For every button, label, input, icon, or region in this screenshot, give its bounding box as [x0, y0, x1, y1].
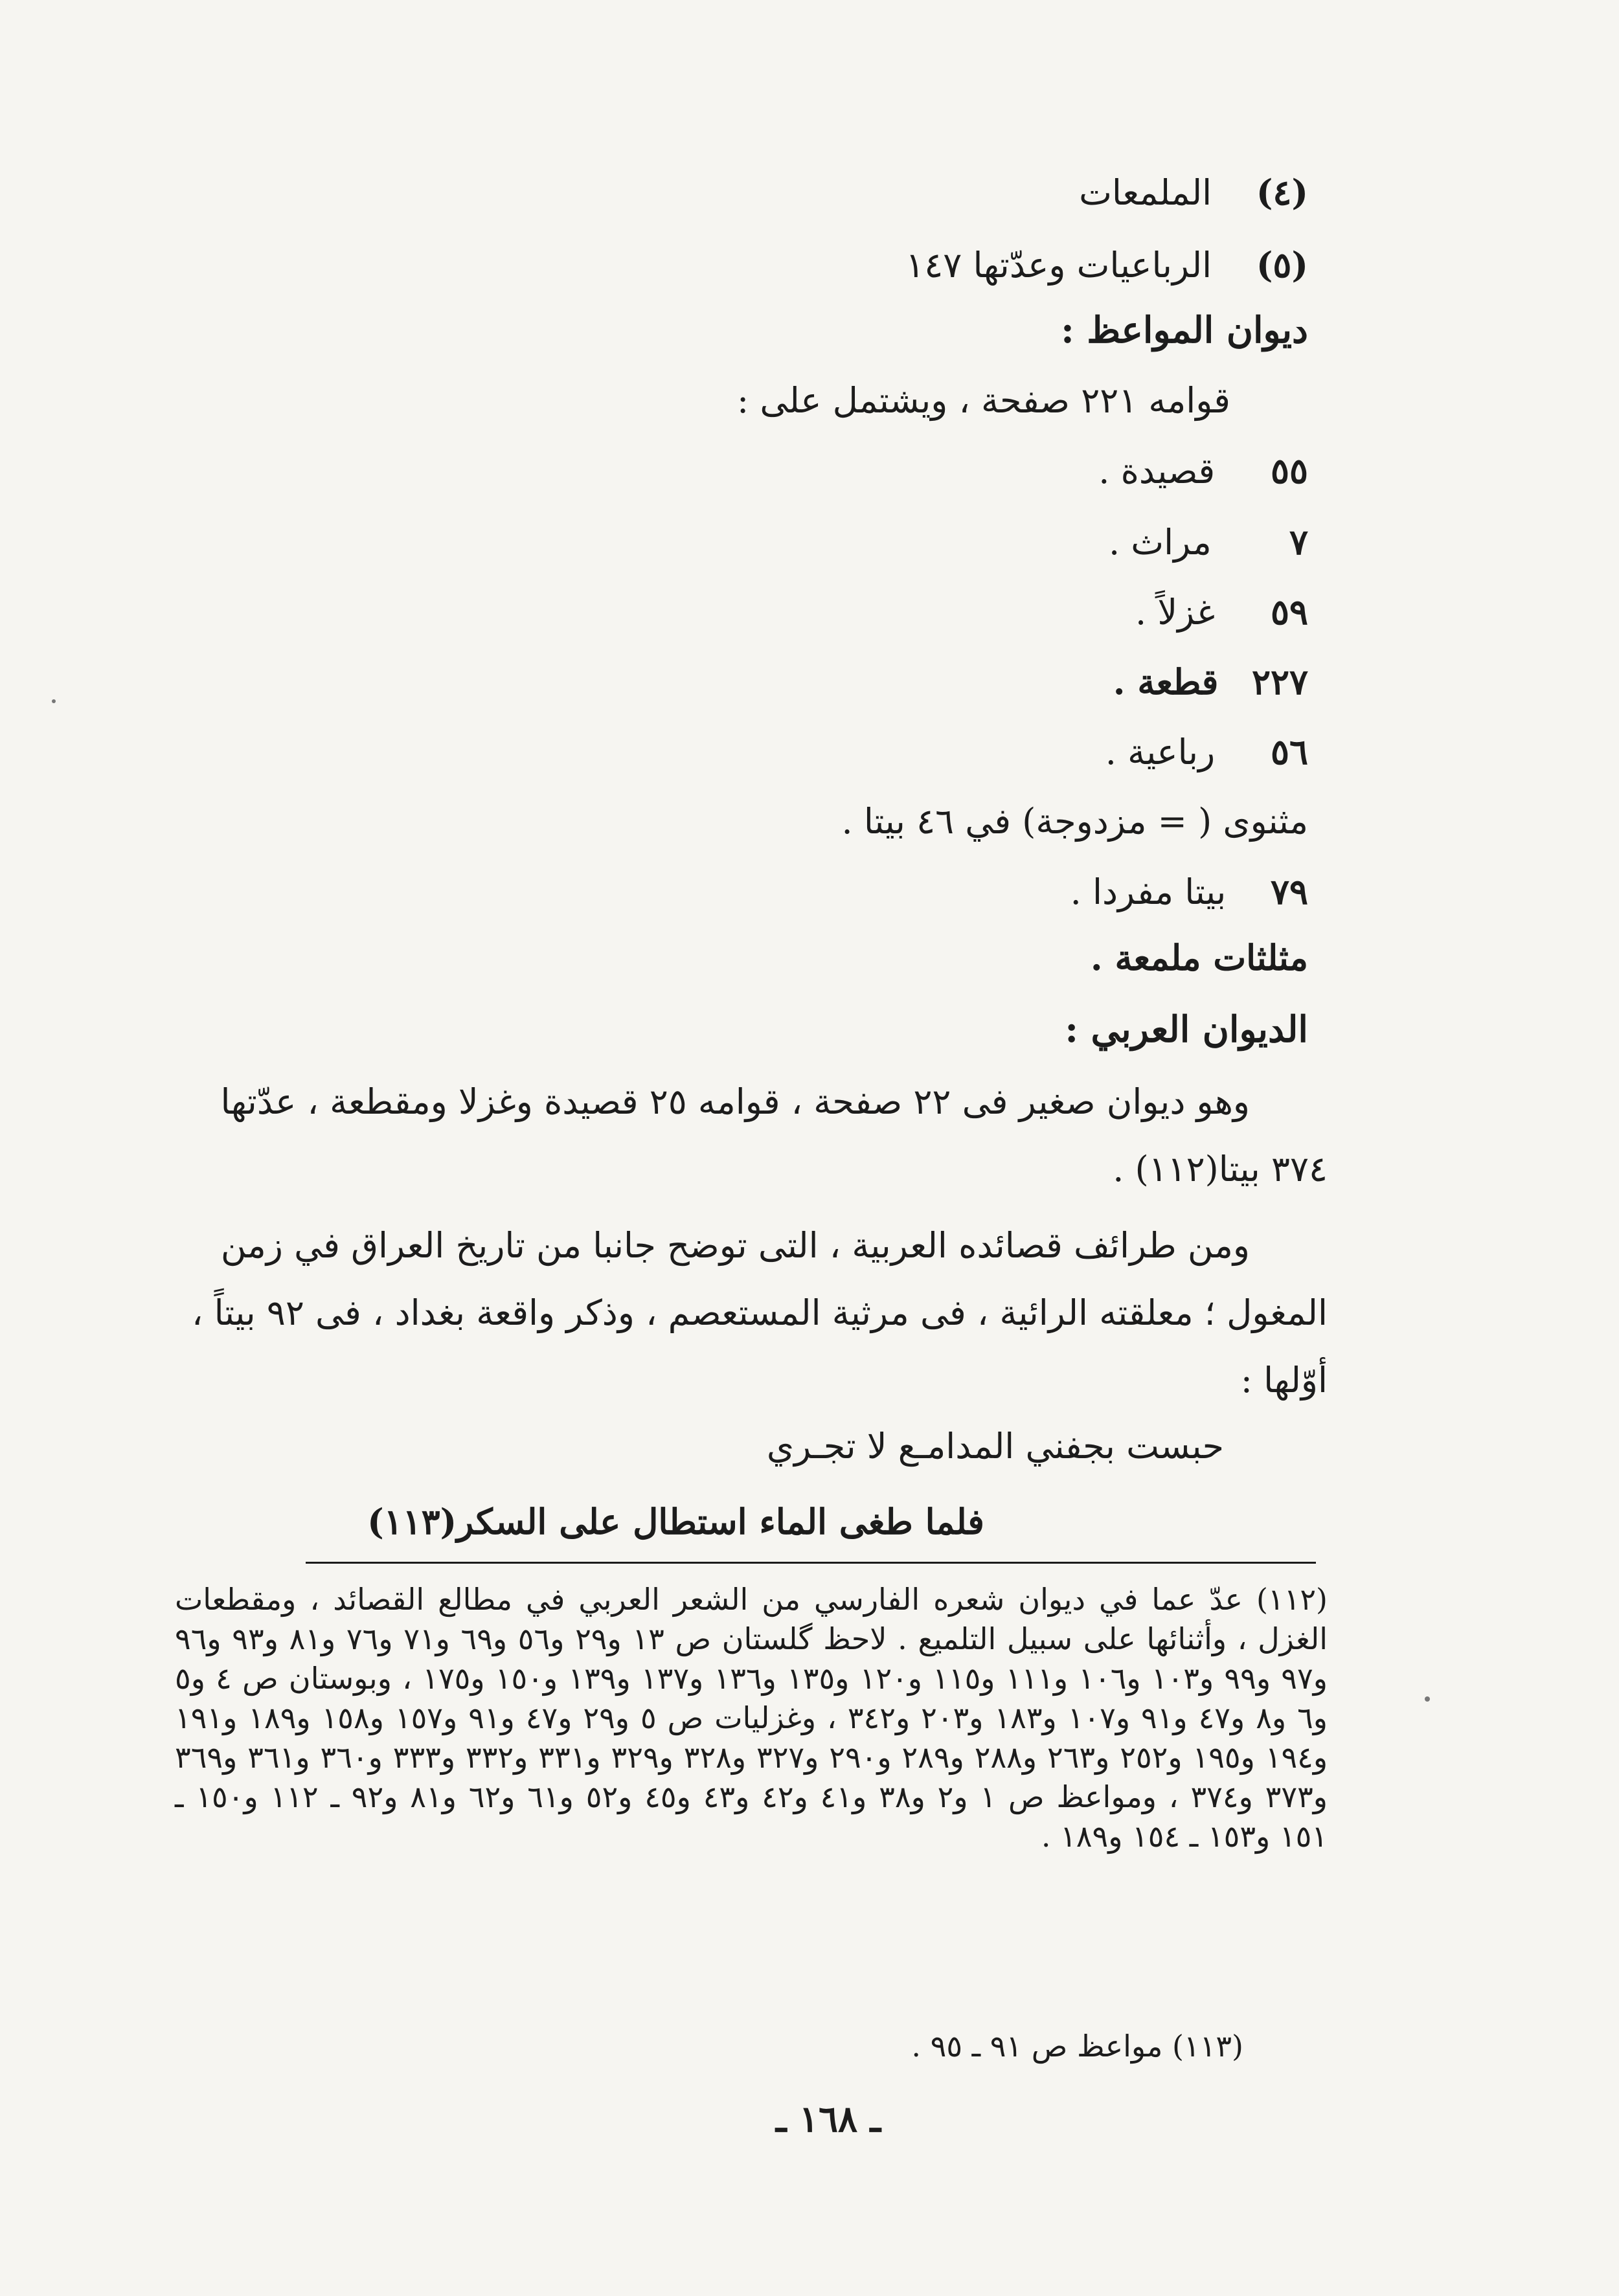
scan-speck	[52, 699, 56, 703]
verse-line-2: فلما طغى الماء استطال على السكر(١١٣)	[367, 1501, 984, 1542]
mathnawi-line: مثنوى ( = مزدوجة) في ٤٦ بيتا .	[841, 801, 1308, 842]
mawaez-item: ٥٩ غزلاً .	[1135, 591, 1308, 633]
heading-mawaez: ديوان المواعظ :	[1061, 309, 1308, 352]
heading-arabic-diwan: الديوان العربي :	[1065, 1008, 1308, 1051]
footnote-separator	[306, 1562, 1316, 1564]
mawaez-item: ٢٢٧ قطعة .	[1113, 661, 1308, 703]
list-item-5: (٥) الرباعيات وعدّتها ١٤٧	[905, 244, 1308, 286]
mawaez-item: ٧ مراث .	[1108, 521, 1308, 563]
page-number: ـ ١٦٨ ـ	[775, 2098, 881, 2141]
footnote-112: (١١٢) عدّ عما في ديوان شعره الفارسي من الشعر العربي في مطالع القصائد ، ومقطعات الغزل ، وأثنائها على سبيل التلميع . لاحظ گلستان ص ١٣ و٢٩ و٥٦ و٦٩ و٧١ و٧٦ و٨١ و٩٣ و٩٦ و٩٧ و٩٩ و١٠٣ و١٠٦ و١١١ و١١٥ و١٢٠ و١٣٥ و١٣٦ و١٣٧ و١٣٩ و١٥٠ و١٧٥ ، وبوستان ص ٤ و٥ و٦ و٨ و٤٧ و٩١ و١٠٧ و١٨٣ و٢٠٣ و٣٤٢ ، وغزليات ص ٥ و٢٩ و٤٧ و٩١ و١٥٧ و١٥٨ و١٨٩ و١٩١ و١٩٤ و١٩٥ و٢٥٢ و٢٦٣ و٢٨٨ و٢٨٩ و٢٩٠ و٣٢٧ و٣٢٨ و٣٢٩ و٣٣١ و٣٣٢ و٣٣٣ و٣٦٠ و٣٦١ و٣٦٩ و٣٧٣ و٣٧٤ ، ومواعظ ص ١ و٢ و٣٨ و٤١ و٤٢ و٤٣ و٤٥ و٥٢ و٦١ و٦٢ و٨١ و٩٢ ـ ١١٢ و١٥٠ ـ ١٥١ و١٥٣ ـ ١٥٤ و١٨٩ .	[175, 1582, 1328, 1854]
mawaez-intro: قوامه ٢٢١ صفحة ، ويشتمل على :	[736, 380, 1230, 421]
paragraph-poems: ومن طرائف قصائده العربية ، التى توضح جانبا من تاريخ العراق في زمن المغول ؛ معلقته الرائية ، فى مرثية المستعصم ، وذكر واقعة بغداد ، فى ٩٢ بيتاً ، أوّلها :	[191, 1225, 1328, 1401]
mawaez-item: ٥٥ قصيدة .	[1098, 450, 1308, 491]
single-verses-line: ٧٩ بيتا مفردا .	[1070, 871, 1308, 912]
mawaez-item: ٥٦ رباعية .	[1105, 731, 1308, 772]
footnote-113: (١١٣) مواعظ ص ٩١ ـ ٩٥ .	[911, 2029, 1243, 2064]
paragraph-arabic-diwan: وهو ديوان صغير فى ٢٢ صفحة ، قوامه ٢٥ قصيدة وغزلا ومقطعة ، عدّتها ٣٧٤ بيتا(١١٢) .	[220, 1081, 1328, 1189]
muthallathat-line: مثلثات ملمعة .	[1090, 937, 1308, 978]
verse-line-1: حبست بجفني المدامـع لا تجـري	[766, 1426, 1224, 1467]
list-item-4: (٤) الملمعات	[1079, 172, 1308, 213]
scan-speck	[1425, 1696, 1430, 1702]
